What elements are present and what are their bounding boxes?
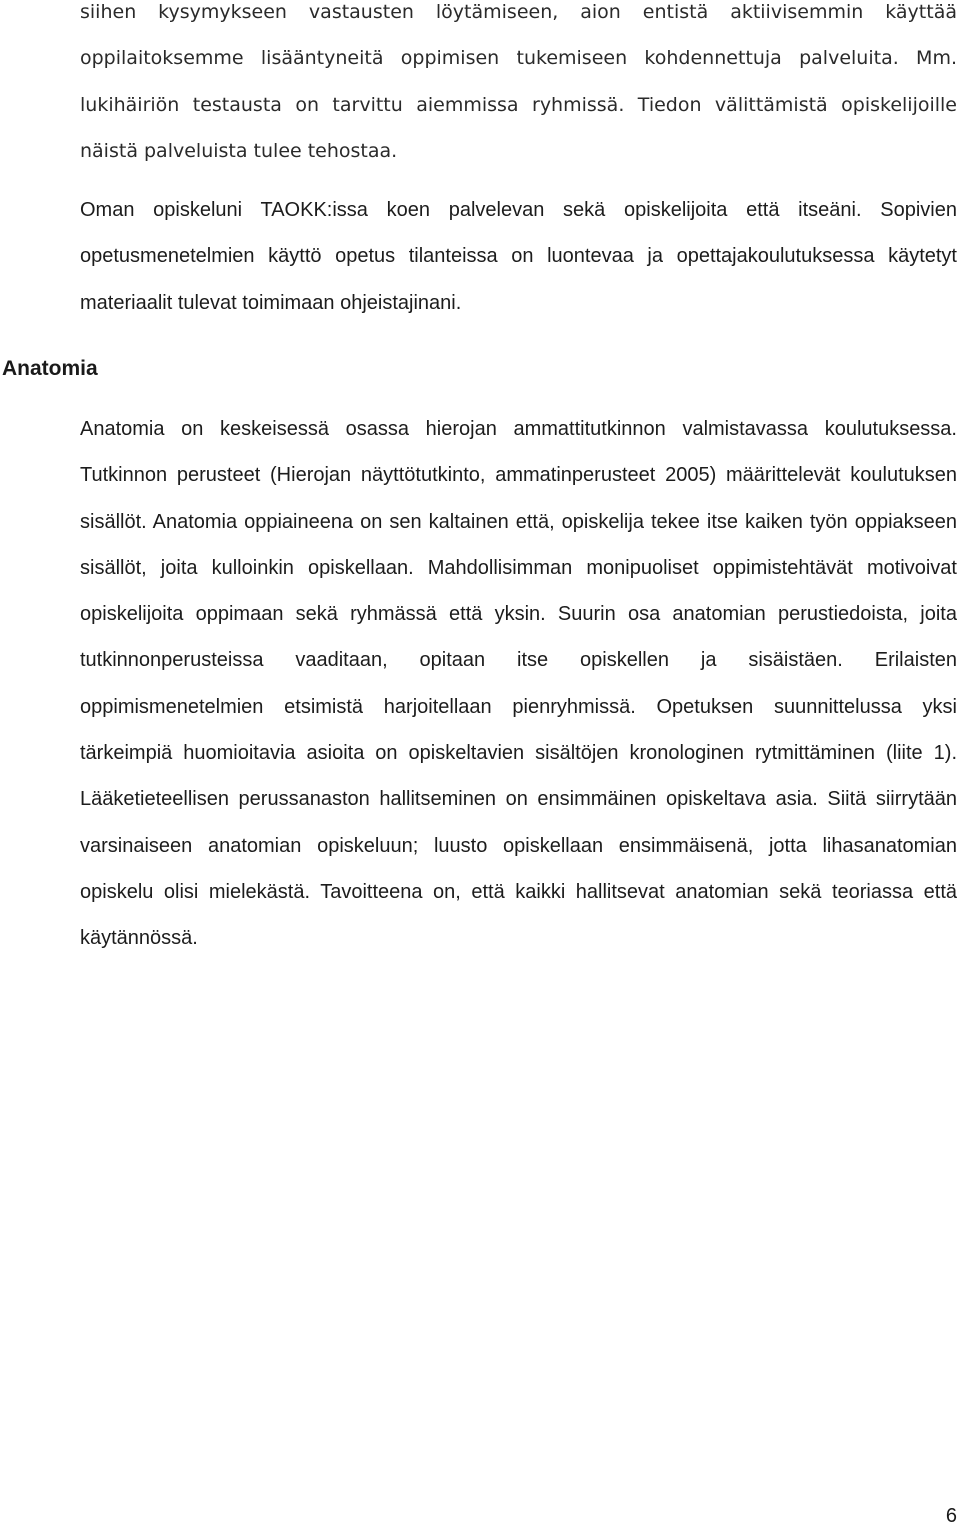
paragraph-anatomy: Anatomia on keskeisessä osassa hierojan ammattitutkinnon valmistavassa koulutuksessa. Tutkinnon perusteet (Hierojan näyttötutkinto, ammatinperusteet 2005) määrittelevät koulutuksen sisällöt. Anatomia oppiaineena on sen kaltainen että, opiskelija tekee itse kaiken työn oppiakseen sisällöt, joita kulloinkin opiskellaan. Mahdollisimman monipuoliset oppimistehtävät motivoivat opiskelijoita oppimaan sekä ryhmässä että yksin. Suurin osa anatomian perustiedoista, joita tutkinnonperusteissa vaaditaan, opitaan itse opiskellen ja sisäistäen. Erilaisten oppimismenetelmien etsimistä harjoitellaan pienryhmissä. Opetuksen suunnittelussa yksi tärkeimpiä huomioitavia asioita on opiskeltavien sisältöjen kronologinen rytmittäminen (liite 1). Lääketieteellisen perussanaston hallitseminen on ensimmäinen opiskeltava asia. Siitä siirrytään varsinaiseen anatomian opiskeluun; luusto opiskellaan ensimmäisenä, jotta lihasanatomian opiskelu olisi mielekästä. Tavoitteena on, että kaikki hallitsevat anatomian sekä teoriassa että käytännössä. <box>80 418 957 950</box>
paragraph-continued: siihen kysymykseen vastausten löytämiseen, aion entistä aktiivisemmin käyttää oppilaitoksemme lisääntyneitä oppimisen tukemiseen kohdennettuja palveluita. Mm. lukihäiriön testausta on tarvittu aiemmissa ryhmissä. Tiedon välittämistä opiskelijoille näistä palveluista tulee tehostaa. <box>80 1 957 162</box>
section-heading: Anatomia <box>2 357 98 380</box>
page-number: 6 <box>945 1505 957 1527</box>
paragraph-own-study: Oman opiskeluni TAOKK:issa koen palvelevan sekä opiskelijoita että itseäni. Sopivien opetusmenetelmien käyttö opetus tilanteissa on luontevaa ja opettajakoulutuksessa käytetyt materiaalit tulevat toimimaan ohjeistajinani. <box>80 199 957 314</box>
